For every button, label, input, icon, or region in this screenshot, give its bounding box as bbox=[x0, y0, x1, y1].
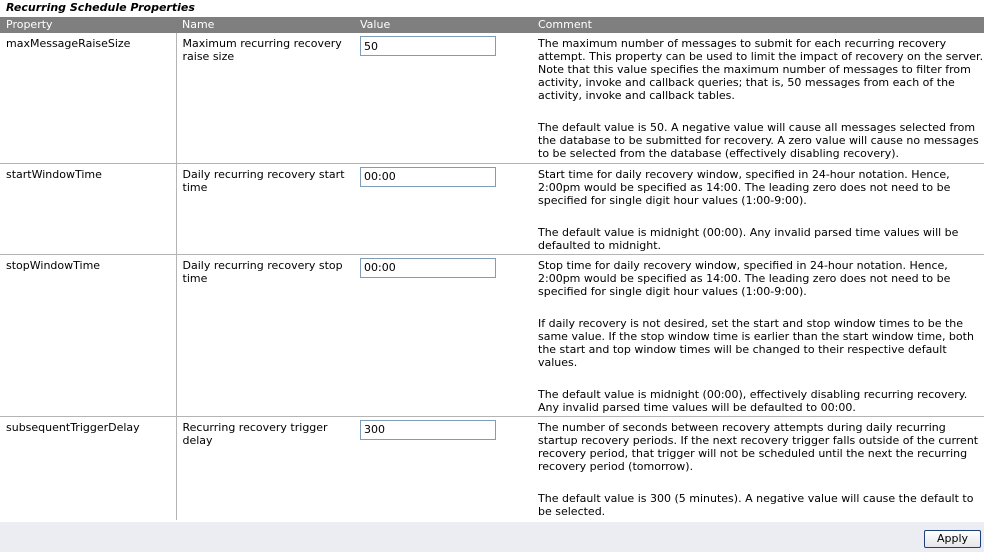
footer-bar bbox=[0, 522, 984, 552]
property-name: Daily recurring recovery stop time bbox=[176, 254, 354, 416]
stop-window-time-input[interactable] bbox=[360, 258, 496, 278]
table-row bbox=[0, 254, 984, 416]
property-comment: The number of seconds between recovery attempts during daily recurring startup recovery periods. If the next recovery trigger falls outside of the current recovery period, that trigger will not be scheduled until the next the recurring recovery period (tomorrow). The default value is 300 (5 minutes). A negative value will cause the default to be selected. bbox=[538, 420, 979, 518]
section-title: Recurring Schedule Properties bbox=[0, 0, 984, 16]
property-name: Maximum recurring recovery raise size bbox=[176, 33, 354, 163]
property-key: maxMessageRaiseSize bbox=[0, 33, 176, 163]
property-key: stopWindowTime bbox=[0, 254, 176, 416]
property-comment: The maximum number of messages to submit for each recurring recovery attempt. This property can be used to limit the impact of recovery on the server. Note that this value specifies the maximum number of messages to filter from activity, invoke and callback queries; that is, 50 messages from each of the activity, invoke and callback tables. The default value is 50. A negative value will cause all messages selected from the database to be submitted for recovery. A zero value will cause no messages to be selected from the database (effectively disabling recovery). bbox=[532, 33, 984, 163]
column-header-name: Name bbox=[176, 17, 354, 33]
property-comment: Stop time for daily recovery window, specified in 24-hour notation. Hence, 2:00pm would be specified as 14:00. The leading zero does not need to be specified for single digit hour values (1:00-9:00). If daily recovery is not desired, set the start and stop window times to be the same value. If the stop window time is earlier than the start window time, both the start and top window times will be changed to their respective default values. The default value is midnight (00:00), effectively disabling recurring recovery. Any invalid parsed time values will be defaulted to 00:00. bbox=[532, 254, 984, 416]
max-message-raise-size-input[interactable] bbox=[360, 36, 496, 56]
table-row bbox=[0, 163, 984, 254]
column-header-property: Property bbox=[0, 17, 176, 33]
property-comment: Start time for daily recovery window, specified in 24-hour notation. Hence, 2:00pm would be specified as 14:00. The leading zero does not need to be specified for single digit hour values (1:00-9:00). The default value is midnight (00:00). Any invalid parsed time values will be defaulted to midnight. bbox=[532, 163, 984, 254]
property-key: subsequentTriggerDelay bbox=[0, 416, 176, 520]
start-window-time-input[interactable] bbox=[360, 167, 496, 187]
property-name: Recurring recovery trigger delay bbox=[182, 420, 328, 447]
subsequent-trigger-delay-input[interactable] bbox=[360, 420, 496, 440]
table-row bbox=[0, 416, 984, 520]
column-header-value: Value bbox=[354, 17, 532, 33]
properties-table bbox=[0, 17, 984, 520]
table-row bbox=[0, 33, 984, 163]
property-key: startWindowTime bbox=[0, 163, 176, 254]
column-header-comment: Comment bbox=[532, 17, 984, 33]
property-name: Daily recurring recovery start time bbox=[176, 163, 354, 254]
apply-button[interactable]: Apply bbox=[924, 530, 981, 548]
table-header-row bbox=[0, 17, 984, 33]
